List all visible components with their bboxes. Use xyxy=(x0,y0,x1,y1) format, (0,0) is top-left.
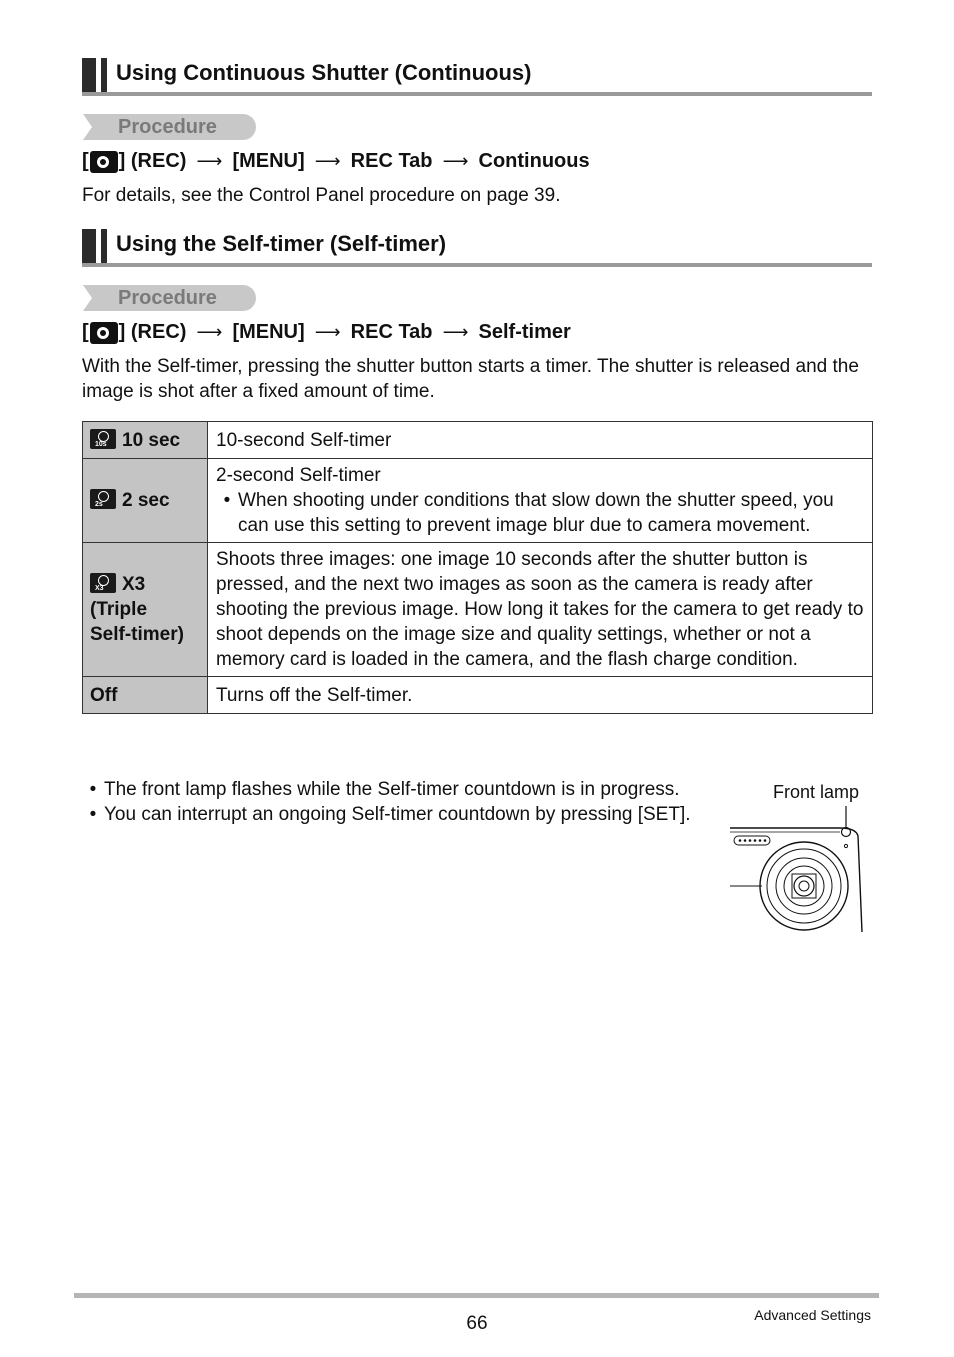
option-description: 10-second Self-timer xyxy=(208,422,873,459)
option-key: 10s 10 sec xyxy=(83,422,208,459)
list-item: • You can interrupt an ongoing Self-timer countdown by pressing [SET]. xyxy=(89,804,691,825)
table-row xyxy=(83,677,873,714)
self-timer-2s-icon: 2s xyxy=(90,489,116,509)
procedure-label: Procedure xyxy=(118,116,217,138)
front-lamp-label: Front lamp xyxy=(773,782,860,802)
arrow-right-icon: ⟶ xyxy=(196,151,223,171)
procedure-label: Procedure xyxy=(118,287,217,309)
title-bar-decoration xyxy=(82,58,96,92)
notes-list xyxy=(82,777,702,827)
intro-text: With the Self-timer, pressing the shutter button starts a timer. The shutter is released and the image is shot after a fixed amount of time. xyxy=(82,356,859,402)
camera-icon xyxy=(90,151,118,173)
self-timer-10s-icon: 10s xyxy=(90,429,116,449)
table-row xyxy=(83,422,873,459)
option-key: X3 X3 (Triple Self-timer) xyxy=(83,543,208,677)
section-title-continuous xyxy=(82,58,872,96)
section-heading: Using Continuous Shutter (Continuous) xyxy=(116,60,532,85)
section-heading: Using the Self-timer (Self-timer) xyxy=(116,231,447,256)
section-title-self-timer xyxy=(82,229,872,267)
table-row xyxy=(83,543,873,677)
title-bar-decoration xyxy=(101,229,107,263)
arrow-right-icon: ⟶ xyxy=(314,322,341,342)
option-description: 2-second Self-timer • When shooting under conditions that slow down the shutter speed, you can use this setting to prevent image blur due to camera movement. xyxy=(208,459,873,543)
procedure-badge xyxy=(83,114,256,140)
option-key: Off xyxy=(83,677,208,714)
self-timer-options-table xyxy=(82,421,873,714)
camera-front-illustration xyxy=(728,806,868,934)
arrow-right-icon: ⟶ xyxy=(314,151,341,171)
footer-divider xyxy=(74,1293,879,1298)
title-bar-decoration xyxy=(82,229,96,263)
self-timer-triple-icon: X3 xyxy=(90,573,116,593)
procedure-badge xyxy=(83,285,256,311)
footer-section-name: Advanced Settings xyxy=(754,1307,871,1323)
arrow-right-icon: ⟶ xyxy=(196,322,223,342)
page-number: 66 xyxy=(466,1313,488,1334)
arrow-right-icon: ⟶ xyxy=(442,151,469,171)
camera-icon xyxy=(90,322,118,344)
arrow-right-icon: ⟶ xyxy=(442,322,469,342)
title-bar-decoration xyxy=(101,58,107,92)
list-item: • The front lamp flashes while the Self-timer countdown is in progress. xyxy=(89,779,680,800)
option-key: 2s 2 sec xyxy=(83,459,208,543)
option-description: Shoots three images: one image 10 seconds after the shutter button is pressed, and the next two images as soon as the camera is ready after shooting the previous image. How long it takes for the camera to get ready to shoot depends on the image size and quality settings, whether or not a memory card is loaded in the camera, and the flash charge condition. xyxy=(208,543,873,677)
menu-path-self-timer: [ ] (REC) ⟶ [MENU] ⟶ REC Tab ⟶ Self-timer xyxy=(82,321,571,343)
option-description: Turns off the Self-timer. xyxy=(208,677,873,714)
table-row xyxy=(83,459,873,543)
menu-path-continuous: [ ] (REC) ⟶ [MENU] ⟶ REC Tab ⟶ Continuous xyxy=(82,150,590,172)
details-text: For details, see the Control Panel procedure on page 39. xyxy=(82,185,561,206)
